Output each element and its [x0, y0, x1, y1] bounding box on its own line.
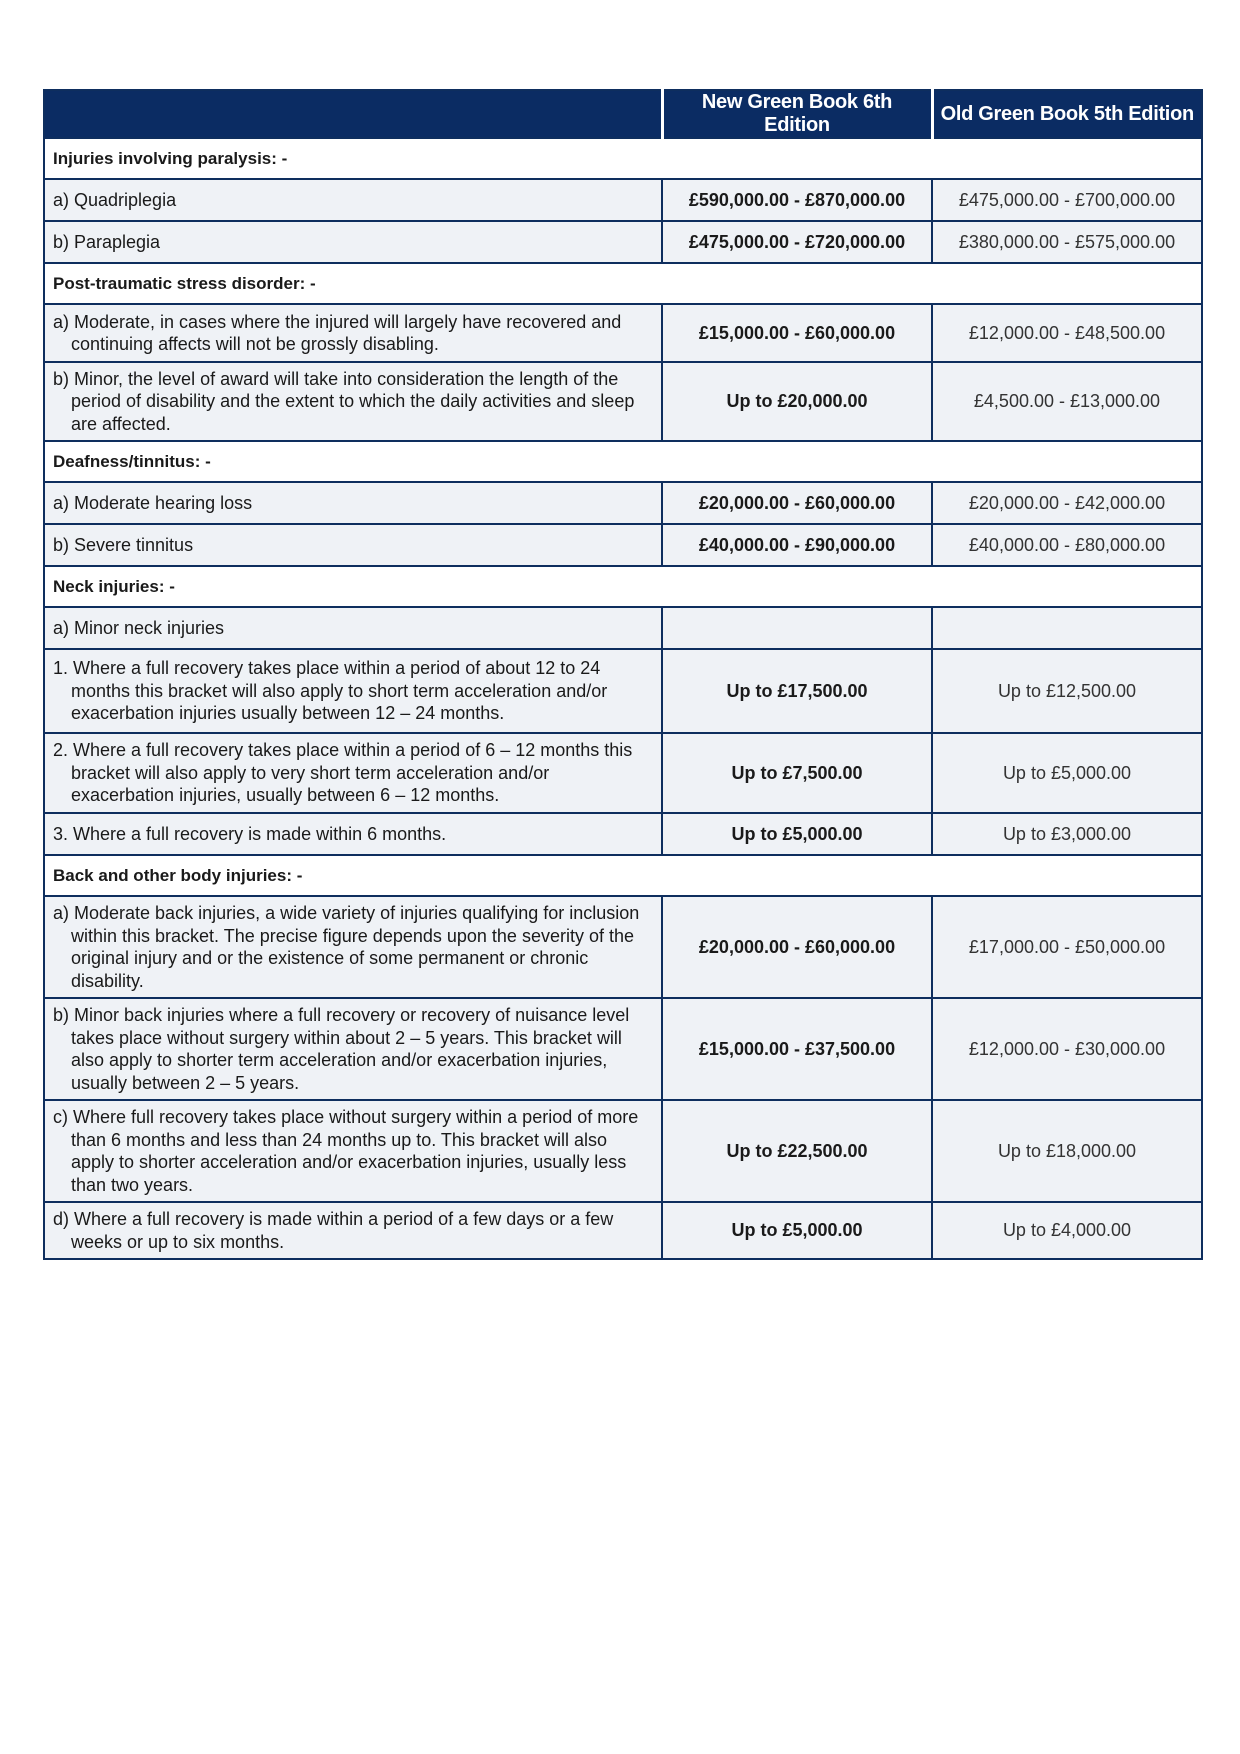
row-description: a) Minor neck injuries: [44, 607, 662, 649]
old-value: £20,000.00 - £42,000.00: [932, 482, 1202, 524]
table-row: [44, 304, 1202, 362]
new-value: Up to £20,000.00: [662, 362, 932, 441]
header-new-edition: New Green Book 6th Edition: [662, 90, 932, 138]
header-old-edition: Old Green Book 5th Edition: [932, 90, 1202, 138]
table-row: [44, 1100, 1202, 1202]
section-row: [44, 138, 1202, 179]
row-description: d) Where a full recovery is made within a period of a few days or a few weeks or up to six months.: [44, 1202, 662, 1259]
row-description: a) Moderate back injuries, a wide variety of injuries qualifying for inclusion within this bracket. The precise figure depends upon the severity of the original injury and or the existence of some permanent or chronic disability.: [44, 896, 662, 998]
old-value: [932, 607, 1202, 649]
old-value: £40,000.00 - £80,000.00: [932, 524, 1202, 566]
old-value: £475,000.00 - £700,000.00: [932, 179, 1202, 221]
row-description: a) Quadriplegia: [44, 179, 662, 221]
row-description: 1. Where a full recovery takes place within a period of about 12 to 24 months this bracket will also apply to short term acceleration and/or exacerbation injuries usually between 12 – 24 months.: [44, 649, 662, 733]
row-description: 3. Where a full recovery is made within 6 months.: [44, 813, 662, 855]
row-description: b) Severe tinnitus: [44, 524, 662, 566]
new-value: £590,000.00 - £870,000.00: [662, 179, 932, 221]
table-row: [44, 524, 1202, 566]
row-description: b) Minor, the level of award will take into consideration the length of the period of disability and the extent to which the daily activities and sleep are affected.: [44, 362, 662, 441]
row-description: a) Moderate hearing loss: [44, 482, 662, 524]
table-row: [44, 813, 1202, 855]
old-value: Up to £4,000.00: [932, 1202, 1202, 1259]
new-value: Up to £5,000.00: [662, 813, 932, 855]
old-value: £4,500.00 - £13,000.00: [932, 362, 1202, 441]
old-value: Up to £5,000.00: [932, 733, 1202, 813]
damages-comparison-table: [43, 89, 1203, 1260]
table-row: [44, 649, 1202, 733]
table-row: [44, 607, 1202, 649]
section-row: [44, 855, 1202, 896]
old-value: £12,000.00 - £48,500.00: [932, 304, 1202, 362]
new-value: £15,000.00 - £37,500.00: [662, 998, 932, 1100]
table-row: [44, 482, 1202, 524]
row-description: b) Minor back injuries where a full recovery or recovery of nuisance level takes place without surgery within about 2 – 5 years. This bracket will also apply to shorter term acceleration and/or exacerbation injuries, usually between 2 – 5 years.: [44, 998, 662, 1100]
new-value: £15,000.00 - £60,000.00: [662, 304, 932, 362]
new-value: £475,000.00 - £720,000.00: [662, 221, 932, 263]
old-value: £380,000.00 - £575,000.00: [932, 221, 1202, 263]
row-description: c) Where full recovery takes place without surgery within a period of more than 6 months and less than 24 months up to. This bracket will also apply to shorter acceleration and/or exacerbation injuries, usually less than two years.: [44, 1100, 662, 1202]
header-blank-cell: [44, 90, 662, 138]
new-value: Up to £22,500.00: [662, 1100, 932, 1202]
table-row: [44, 362, 1202, 441]
section-row: [44, 263, 1202, 304]
section-title-ptsd: Post-traumatic stress disorder: -: [44, 263, 1202, 304]
table-body: [44, 138, 1202, 1259]
new-value: £40,000.00 - £90,000.00: [662, 524, 932, 566]
section-title-back: Back and other body injuries: -: [44, 855, 1202, 896]
old-value: Up to £18,000.00: [932, 1100, 1202, 1202]
section-title-neck: Neck injuries: -: [44, 566, 1202, 607]
old-value: £17,000.00 - £50,000.00: [932, 896, 1202, 998]
table-row: [44, 1202, 1202, 1259]
table-header: [44, 90, 1202, 138]
old-value: Up to £3,000.00: [932, 813, 1202, 855]
section-title-deafness: Deafness/tinnitus: -: [44, 441, 1202, 482]
section-row: [44, 441, 1202, 482]
new-value: [662, 607, 932, 649]
new-value: Up to £7,500.00: [662, 733, 932, 813]
row-description: 2. Where a full recovery takes place within a period of 6 – 12 months this bracket will also apply to very short term acceleration and/or exacerbation injuries, usually between 6 – 12 months.: [44, 733, 662, 813]
new-value: £20,000.00 - £60,000.00: [662, 896, 932, 998]
old-value: £12,000.00 - £30,000.00: [932, 998, 1202, 1100]
new-value: £20,000.00 - £60,000.00: [662, 482, 932, 524]
new-value: Up to £17,500.00: [662, 649, 932, 733]
row-description: a) Moderate, in cases where the injured will largely have recovered and continuing affects will not be grossly disabling.: [44, 304, 662, 362]
old-value: Up to £12,500.00: [932, 649, 1202, 733]
new-value: Up to £5,000.00: [662, 1202, 932, 1259]
table-row: [44, 998, 1202, 1100]
section-row: [44, 566, 1202, 607]
table-row: [44, 179, 1202, 221]
table-row: [44, 221, 1202, 263]
table-row: [44, 896, 1202, 998]
row-description: b) Paraplegia: [44, 221, 662, 263]
section-title-paralysis: Injuries involving paralysis: -: [44, 138, 1202, 179]
table-row: [44, 733, 1202, 813]
